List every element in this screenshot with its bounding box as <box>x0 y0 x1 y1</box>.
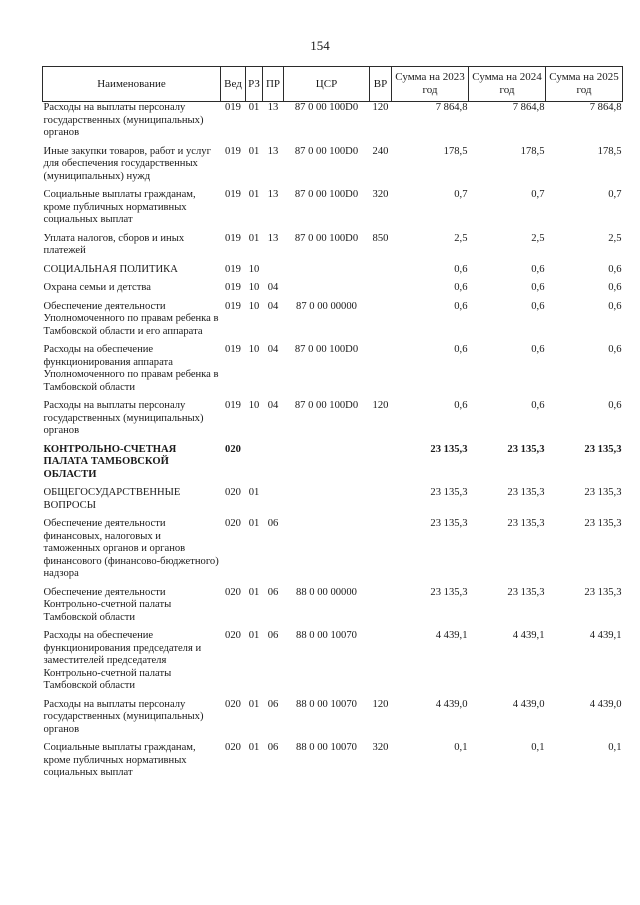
cell-name: КОНТРОЛЬНО-СЧЕТНАЯ ПАЛАТА ТАМБОВСКОЙ ОБЛАСТИ <box>43 443 177 480</box>
cell-pr <box>263 487 284 518</box>
cell-csr: 87 0 00 00000 <box>296 300 357 312</box>
cell-name: Социальные выплаты гражданам, кроме публичных нормативных социальных выплат <box>43 189 196 225</box>
table-row <box>43 444 623 488</box>
cell-s2025: 23 135,3 <box>584 443 622 455</box>
table-row <box>43 699 623 743</box>
table-row <box>43 344 623 400</box>
cell-name: Расходы на обеспечение функционирования аппарата Уполномоченного по правам ребенка в Тамбовской области <box>43 344 219 393</box>
cell-s2023: 0,7 <box>454 189 468 200</box>
cell-s2025: 23 135,3 <box>584 487 622 498</box>
cell-s2024: 0,6 <box>531 344 545 355</box>
cell-s2025: 7 864,8 <box>589 102 622 113</box>
cell-ved: 019 <box>225 344 241 355</box>
cell-csr: 88 0 00 10070 <box>296 630 357 641</box>
cell-ved: 019 <box>225 102 241 113</box>
cell-name: Обеспечение деятельности финансовых, налоговых и таможенных органов и органов финансового (финансово-бюджетного) надзора <box>43 518 219 579</box>
cell-s2024: 0,6 <box>531 400 545 411</box>
cell-s2025: 0,6 <box>608 344 622 355</box>
cell-csr <box>284 518 370 587</box>
cell-rz: 01 <box>248 487 260 498</box>
cell-s2023: 0,6 <box>454 344 468 355</box>
cell-s2023: 23 135,3 <box>430 518 468 529</box>
cell-s2025: 4 439,0 <box>589 698 622 710</box>
cell-name: Уплата налогов, сборов и иных платежей <box>43 232 185 256</box>
cell-csr: 88 0 00 10070 <box>296 742 357 753</box>
cell-vr: 320 <box>372 189 389 200</box>
cell-vr: 850 <box>372 232 389 244</box>
table-row <box>43 587 623 631</box>
cell-s2023: 23 135,3 <box>430 443 468 455</box>
cell-s2025: 4 439,1 <box>589 630 622 641</box>
cell-vr <box>370 587 392 631</box>
cell-pr: 13 <box>267 232 279 244</box>
cell-vr <box>370 444 392 488</box>
cell-csr: 87 0 00 100D0 <box>294 102 359 113</box>
cell-name: Расходы на выплаты персоналу государственных (муниципальных) органов <box>43 698 204 735</box>
cell-rz: 01 <box>248 630 260 641</box>
cell-s2023: 23 135,3 <box>430 487 468 498</box>
table-body <box>43 102 623 786</box>
cell-rz: 01 <box>248 189 260 200</box>
cell-rz: 10 <box>248 400 260 411</box>
table-row <box>43 301 623 345</box>
header-sum-2023: Сумма на 2023 год <box>392 67 469 102</box>
page-number: 154 <box>310 38 330 53</box>
cell-rz <box>246 444 263 488</box>
cell-s2024: 23 135,3 <box>507 443 545 455</box>
header-csr: ЦСР <box>284 67 370 102</box>
cell-name: Расходы на выплаты персоналу государственных (муниципальных) органов <box>43 400 204 436</box>
table-row <box>43 742 623 786</box>
cell-rz: 10 <box>248 263 260 275</box>
cell-pr: 06 <box>267 586 279 598</box>
cell-s2025: 0,6 <box>608 282 622 293</box>
table-row <box>43 146 623 190</box>
cell-s2024: 7 864,8 <box>512 102 545 113</box>
cell-vr <box>370 344 392 400</box>
cell-name: Обеспечение деятельности Контрольно-счетной палаты Тамбовской области <box>43 586 172 623</box>
cell-s2025: 0,6 <box>608 300 622 312</box>
cell-name: Иные закупки товаров, работ и услуг для обеспечения государственных (муниципальных) нужд <box>43 145 211 182</box>
cell-s2025: 0,1 <box>608 742 622 753</box>
cell-pr: 06 <box>267 742 279 753</box>
cell-csr <box>284 444 370 488</box>
header-pr: ПР <box>263 67 284 102</box>
table-row <box>43 282 623 301</box>
cell-vr: 120 <box>372 102 389 113</box>
cell-pr: 04 <box>267 282 279 293</box>
cell-rz: 10 <box>248 300 260 312</box>
cell-s2023: 178,5 <box>443 145 468 157</box>
cell-s2023: 4 439,0 <box>435 698 468 710</box>
cell-name: Расходы на выплаты персоналу государственных (муниципальных) органов <box>43 102 204 138</box>
cell-s2024: 4 439,0 <box>512 698 545 710</box>
cell-rz: 01 <box>248 102 260 113</box>
cell-name: ОБЩЕГОСУДАРСТВЕННЫЕ ВОПРОСЫ <box>43 487 181 511</box>
cell-vr <box>370 264 392 283</box>
cell-ved: 020 <box>225 586 241 598</box>
cell-s2024: 23 135,3 <box>507 518 545 529</box>
cell-ved: 019 <box>225 263 241 275</box>
cell-vr <box>370 301 392 345</box>
cell-vr <box>370 487 392 518</box>
cell-s2023: 0,6 <box>454 282 468 293</box>
table-row <box>43 518 623 587</box>
cell-s2023: 23 135,3 <box>430 586 468 598</box>
cell-rz: 01 <box>248 742 260 753</box>
header-sum-2024: Сумма на 2024 год <box>469 67 546 102</box>
cell-name: Социальные выплаты гражданам, кроме публичных нормативных социальных выплат <box>43 742 196 778</box>
cell-s2025: 23 135,3 <box>584 586 622 598</box>
cell-ved: 019 <box>225 145 241 157</box>
cell-ved: 019 <box>225 282 241 293</box>
table-header-row <box>43 67 623 102</box>
header-ved: Вед <box>221 67 246 102</box>
cell-csr: 87 0 00 100D0 <box>294 400 359 411</box>
header-vr: ВР <box>370 67 392 102</box>
cell-csr: 88 0 00 10070 <box>296 698 357 710</box>
table-row <box>43 189 623 233</box>
cell-ved: 020 <box>225 630 241 641</box>
cell-csr: 87 0 00 100D0 <box>294 189 359 200</box>
cell-rz: 01 <box>248 586 260 598</box>
table-row <box>43 233 623 264</box>
cell-ved: 020 <box>225 698 241 710</box>
cell-csr <box>284 264 370 283</box>
cell-vr <box>370 282 392 301</box>
cell-ved: 020 <box>225 742 241 753</box>
cell-csr: 88 0 00 00000 <box>296 586 357 598</box>
header-rz: РЗ <box>246 67 263 102</box>
cell-s2024: 0,7 <box>531 189 545 200</box>
cell-rz: 01 <box>248 145 260 157</box>
cell-s2024: 0,1 <box>531 742 545 753</box>
cell-ved: 020 <box>225 518 241 529</box>
cell-name: СОЦИАЛЬНАЯ ПОЛИТИКА <box>43 263 178 275</box>
table-row <box>43 264 623 283</box>
cell-pr: 06 <box>267 518 279 529</box>
cell-rz: 01 <box>248 698 260 710</box>
cell-s2024: 23 135,3 <box>507 487 545 498</box>
table-row <box>43 630 623 699</box>
cell-ved: 019 <box>225 232 241 244</box>
table-row <box>43 102 623 146</box>
cell-csr: 87 0 00 100D0 <box>294 344 359 355</box>
cell-vr <box>370 518 392 587</box>
budget-table <box>42 66 623 786</box>
cell-pr: 06 <box>267 698 279 710</box>
cell-pr: 13 <box>267 189 279 200</box>
cell-rz: 01 <box>248 518 260 529</box>
table-row <box>43 487 623 518</box>
cell-s2023: 2,5 <box>454 232 468 244</box>
cell-rz: 10 <box>248 282 260 293</box>
cell-s2023: 0,6 <box>454 300 468 312</box>
cell-s2024: 23 135,3 <box>507 586 545 598</box>
cell-s2024: 0,6 <box>531 300 545 312</box>
cell-rz: 10 <box>248 344 260 355</box>
cell-pr <box>263 444 284 488</box>
cell-name: Расходы на обеспечение функционирования председателя и заместителей председателя Контрольно-счетной палаты Тамбовской области <box>43 630 202 691</box>
cell-csr: 87 0 00 100D0 <box>294 145 359 157</box>
cell-s2025: 0,6 <box>608 400 622 411</box>
cell-pr: 04 <box>267 344 279 355</box>
cell-name: Обеспечение деятельности Уполномоченного по правам ребенка в Тамбовской области и его аппарата <box>43 300 219 337</box>
cell-pr: 04 <box>267 300 279 312</box>
cell-s2024: 178,5 <box>520 145 545 157</box>
cell-vr: 120 <box>372 698 389 710</box>
cell-vr: 320 <box>372 742 389 753</box>
cell-ved: 019 <box>225 400 241 411</box>
header-name: Наименование <box>43 67 221 102</box>
cell-ved: 020 <box>225 487 241 498</box>
cell-s2023: 0,6 <box>454 263 468 275</box>
cell-s2024: 0,6 <box>531 263 545 275</box>
cell-pr: 06 <box>267 630 279 641</box>
cell-vr: 120 <box>372 400 389 411</box>
cell-s2025: 0,6 <box>608 263 622 275</box>
cell-s2025: 2,5 <box>608 232 622 244</box>
cell-s2023: 4 439,1 <box>435 630 468 641</box>
cell-vr: 240 <box>372 145 389 157</box>
cell-csr <box>284 282 370 301</box>
cell-vr <box>370 630 392 699</box>
cell-ved: 020 <box>225 443 241 455</box>
cell-pr: 04 <box>267 400 279 411</box>
cell-s2025: 0,7 <box>608 189 622 200</box>
cell-rz: 01 <box>248 232 260 244</box>
cell-s2025: 23 135,3 <box>584 518 622 529</box>
header-sum-2025: Сумма на 2025 год <box>546 67 623 102</box>
cell-s2023: 7 864,8 <box>435 102 468 113</box>
cell-ved: 019 <box>225 300 241 312</box>
table-row <box>43 400 623 444</box>
cell-s2023: 0,6 <box>454 400 468 411</box>
cell-name: Охрана семьи и детства <box>43 282 151 293</box>
cell-s2023: 0,1 <box>454 742 468 753</box>
cell-pr: 13 <box>267 145 279 157</box>
cell-s2024: 4 439,1 <box>512 630 545 641</box>
cell-s2024: 2,5 <box>531 232 545 244</box>
cell-s2025: 178,5 <box>597 145 622 157</box>
cell-csr: 87 0 00 100D0 <box>294 232 359 244</box>
cell-pr: 13 <box>267 102 279 113</box>
cell-csr <box>284 487 370 518</box>
cell-s2024: 0,6 <box>531 282 545 293</box>
cell-ved: 019 <box>225 189 241 200</box>
cell-pr <box>263 264 284 283</box>
